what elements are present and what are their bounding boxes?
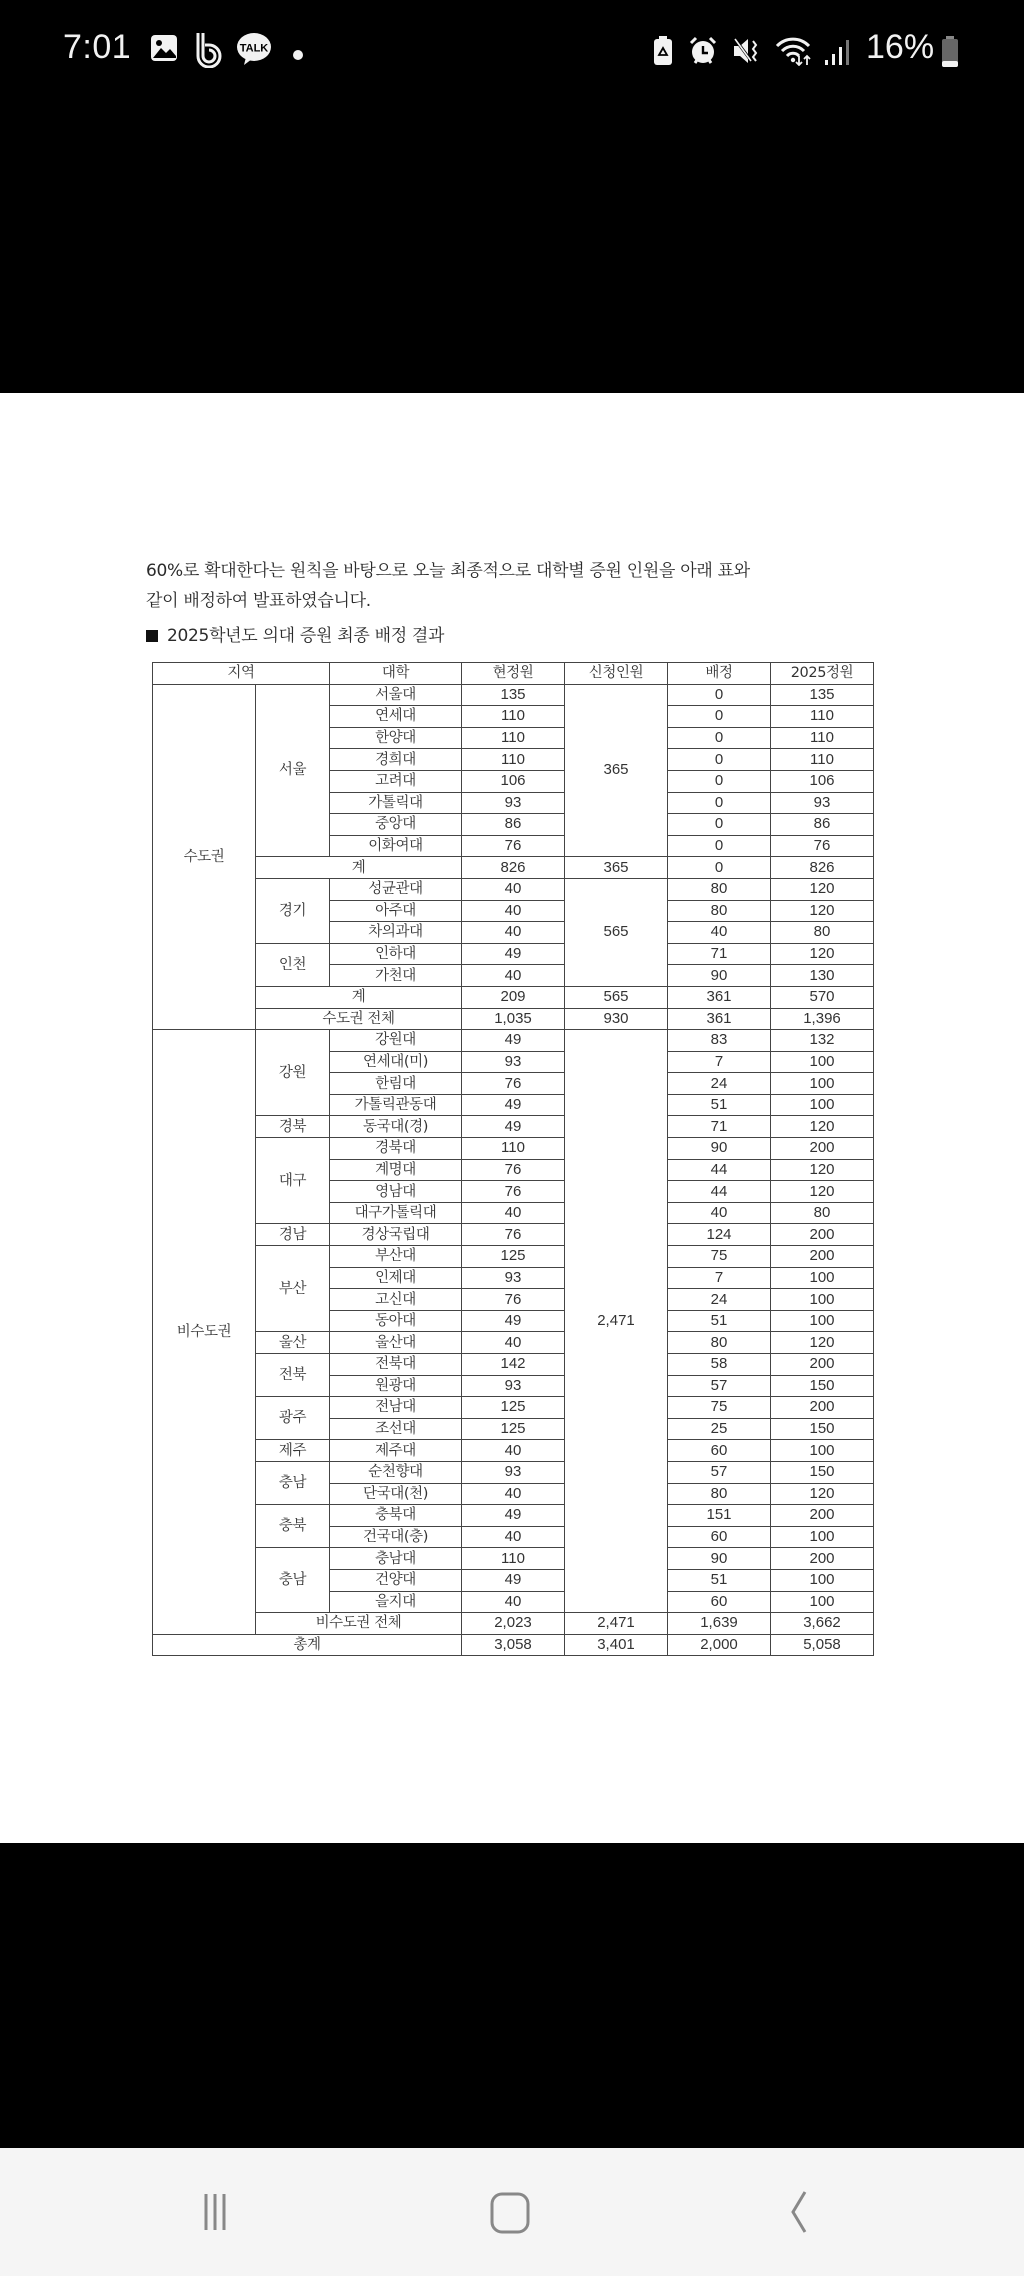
cell-allocated: 60 [668,1440,771,1462]
cell-quota-2025: 200 [771,1246,874,1268]
cell-area-metro: 수도권 [153,684,256,1030]
cell-university: 연세대 [330,706,462,728]
cell-current: 76 [462,1289,565,1311]
cell-current: 209 [462,986,565,1008]
cell-quota-2025: 100 [771,1051,874,1073]
header-quota-2025: 2025정원 [771,663,874,685]
table-row [153,943,874,965]
cell-quota-2025: 3,662 [771,1613,874,1635]
cell-current: 110 [462,749,565,771]
table-row [153,1440,874,1462]
cell-current: 40 [462,922,565,944]
cell-university: 전남대 [330,1397,462,1419]
battery-saver-icon [653,36,673,70]
cell-allocated: 71 [668,943,771,965]
cell-allocated: 80 [668,878,771,900]
cell-current: 2,023 [462,1613,565,1635]
cell-university: 건양대 [330,1569,462,1591]
cell-current: 49 [462,1310,565,1332]
cell-allocated: 7 [668,1051,771,1073]
cell-quota-2025: 120 [771,1332,874,1354]
cell-university: 동아대 [330,1310,462,1332]
cell-grand-total-label: 총계 [153,1634,462,1656]
cell-university: 건국대(충) [330,1526,462,1548]
cell-region: 충북 [256,1505,330,1548]
intro-line-1: 60%로 확대한다는 원칙을 바탕으로 오늘 최종적으로 대학별 증원 인원을 아래 표와 [146,561,750,581]
header-current: 현정원 [462,663,565,685]
cell-current: 76 [462,1159,565,1181]
table-row [153,986,874,1008]
cell-allocated: 75 [668,1397,771,1419]
cell-requested: 565 [565,986,668,1008]
table-row [153,1224,874,1246]
cell-quota-2025: 110 [771,749,874,771]
cell-region: 강원 [256,1030,330,1116]
cell-current: 125 [462,1246,565,1268]
cell-university: 경희대 [330,749,462,771]
cell-allocated: 0 [668,684,771,706]
cell-quota-2025: 132 [771,1030,874,1052]
cell-quota-2025: 106 [771,770,874,792]
cell-university: 충남대 [330,1548,462,1570]
navigation-bar [0,2148,1024,2276]
cell-allocated: 151 [668,1505,771,1527]
cell-university: 중앙대 [330,814,462,836]
cell-quota-2025: 110 [771,727,874,749]
cell-university: 서울대 [330,684,462,706]
cell-current: 1,035 [462,1008,565,1030]
cell-current: 110 [462,1138,565,1160]
alarm-icon [688,36,718,70]
cell-requested-seoul: 365 [565,684,668,857]
cell-allocated: 44 [668,1159,771,1181]
table-row [153,857,874,879]
cell-region-seoul: 서울 [256,684,330,857]
square-bullet-icon [146,630,158,642]
cell-allocated: 0 [668,857,771,879]
kakaotalk-icon [236,32,272,70]
cell-allocated: 40 [668,922,771,944]
cell-current: 40 [462,1526,565,1548]
cell-university: 전북대 [330,1354,462,1376]
battery-percent: 16% [866,28,935,66]
band-app-icon [193,30,223,72]
cell-allocated: 90 [668,965,771,987]
home-icon [484,2190,544,2234]
cell-university: 가톨릭대 [330,792,462,814]
table-row [153,684,874,706]
cell-university: 경북대 [330,1138,462,1160]
cell-allocated: 57 [668,1461,771,1483]
cell-current: 49 [462,1116,565,1138]
cell-current: 40 [462,1483,565,1505]
cell-allocated: 361 [668,986,771,1008]
cell-quota-2025: 200 [771,1397,874,1419]
cell-university: 인하대 [330,943,462,965]
cell-current: 110 [462,727,565,749]
wifi-icon [775,36,817,70]
cell-current: 135 [462,684,565,706]
cell-allocated: 24 [668,1289,771,1311]
cell-quota-2025: 86 [771,814,874,836]
cell-current: 40 [462,1202,565,1224]
cell-region-gyeonggi: 경기 [256,878,330,943]
cell-university: 계명대 [330,1159,462,1181]
cell-region: 제주 [256,1440,330,1462]
cell-quota-2025: 80 [771,922,874,944]
cell-university: 가천대 [330,965,462,987]
header-requested: 신청인원 [565,663,668,685]
allocation-table [152,662,874,1656]
cell-current: 40 [462,900,565,922]
cell-allocated: 0 [668,814,771,836]
status-bar [0,0,1024,100]
cell-region: 울산 [256,1332,330,1354]
kakaotalk-label: TALK [239,42,269,55]
cell-metro-total-label: 수도권 전체 [256,1008,462,1030]
back-icon [775,2190,835,2234]
cell-allocated: 0 [668,835,771,857]
table-row [153,1505,874,1527]
cell-quota-2025: 120 [771,900,874,922]
cell-area-nonmetro: 비수도권 [153,1030,256,1635]
cell-current: 93 [462,1375,565,1397]
cell-current: 106 [462,770,565,792]
table-body [153,684,874,1656]
back-button[interactable] [775,2190,835,2234]
table-header-row [153,663,874,685]
cell-allocated: 0 [668,749,771,771]
cell-university: 부산대 [330,1246,462,1268]
cell-quota-2025: 1,396 [771,1008,874,1030]
cell-quota-2025: 120 [771,878,874,900]
cell-requested: 3,401 [565,1634,668,1656]
recent-apps-button[interactable] [193,2190,253,2234]
cell-quota-2025: 120 [771,1116,874,1138]
cell-current: 93 [462,792,565,814]
cell-quota-2025: 120 [771,943,874,965]
gallery-icon [150,34,178,66]
cell-quota-2025: 135 [771,684,874,706]
cell-quota-2025: 100 [771,1526,874,1548]
cell-quota-2025: 826 [771,857,874,879]
table-row [153,1246,874,1268]
cell-current: 49 [462,1030,565,1052]
document-image [0,393,1024,1843]
cell-university: 아주대 [330,900,462,922]
home-button[interactable] [484,2190,544,2234]
cell-quota-2025: 150 [771,1418,874,1440]
cell-nonmetro-total-label: 비수도권 전체 [256,1613,462,1635]
cell-allocated: 0 [668,792,771,814]
cell-allocated: 40 [668,1202,771,1224]
cell-allocated: 124 [668,1224,771,1246]
cell-allocated: 25 [668,1418,771,1440]
cell-current: 93 [462,1461,565,1483]
cell-allocated: 0 [668,770,771,792]
cell-current: 49 [462,943,565,965]
cell-current: 125 [462,1418,565,1440]
cell-quota-2025: 93 [771,792,874,814]
header-region: 지역 [153,663,330,685]
cell-current: 86 [462,814,565,836]
cell-allocated: 57 [668,1375,771,1397]
cell-quota-2025: 76 [771,835,874,857]
cell-requested: 2,471 [565,1613,668,1635]
cell-university: 한양대 [330,727,462,749]
cell-quota-2025: 200 [771,1224,874,1246]
cell-allocated: 7 [668,1267,771,1289]
cell-quota-2025: 120 [771,1483,874,1505]
cell-quota-2025: 100 [771,1094,874,1116]
cell-quota-2025: 200 [771,1548,874,1570]
cell-quota-2025: 100 [771,1267,874,1289]
cell-current: 76 [462,1181,565,1203]
cell-university: 고려대 [330,770,462,792]
mute-icon [732,36,760,70]
intro-paragraph [146,556,906,616]
table-row [153,878,874,900]
cell-current: 110 [462,1548,565,1570]
cell-subtotal-label: 계 [256,986,462,1008]
cell-quota-2025: 100 [771,1569,874,1591]
cell-region: 광주 [256,1397,330,1440]
cell-quota-2025: 200 [771,1138,874,1160]
cell-university: 인제대 [330,1267,462,1289]
cell-requested: 930 [565,1008,668,1030]
cell-university: 동국대(경) [330,1116,462,1138]
cell-quota-2025: 200 [771,1354,874,1376]
cell-region: 전북 [256,1354,330,1397]
header-university: 대학 [330,663,462,685]
cell-university: 영남대 [330,1181,462,1203]
cell-university: 울산대 [330,1332,462,1354]
cell-university: 한림대 [330,1073,462,1095]
cell-allocated: 60 [668,1526,771,1548]
cell-allocated: 51 [668,1310,771,1332]
battery-icon [941,36,959,72]
cell-current: 49 [462,1569,565,1591]
table-row [153,1548,874,1570]
cell-university: 원광대 [330,1375,462,1397]
signal-icon [824,40,850,70]
cell-allocated: 90 [668,1138,771,1160]
cell-quota-2025: 150 [771,1461,874,1483]
table-row [153,1461,874,1483]
cell-university: 강원대 [330,1030,462,1052]
cell-university: 단국대(천) [330,1483,462,1505]
cell-current: 93 [462,1267,565,1289]
cell-allocated: 2,000 [668,1634,771,1656]
cell-allocated: 90 [668,1548,771,1570]
cell-quota-2025: 570 [771,986,874,1008]
cell-university: 제주대 [330,1440,462,1462]
cell-university: 경상국립대 [330,1224,462,1246]
cell-subtotal-label: 계 [256,857,462,879]
cell-region: 경북 [256,1116,330,1138]
cell-quota-2025: 100 [771,1440,874,1462]
cell-allocated: 0 [668,727,771,749]
cell-university: 을지대 [330,1591,462,1613]
cell-allocated: 83 [668,1030,771,1052]
table-heading [146,621,444,646]
cell-university: 순천향대 [330,1461,462,1483]
cell-current: 40 [462,1591,565,1613]
cell-current: 49 [462,1094,565,1116]
cell-university: 연세대(미) [330,1051,462,1073]
table-row [153,1030,874,1052]
cell-requested: 365 [565,857,668,879]
cell-university: 성균관대 [330,878,462,900]
cell-requested-nonmetro: 2,471 [565,1030,668,1613]
cell-current: 76 [462,1073,565,1095]
cell-region: 경남 [256,1224,330,1246]
cell-current: 93 [462,1051,565,1073]
cell-current: 76 [462,1224,565,1246]
cell-allocated: 71 [668,1116,771,1138]
cell-current: 142 [462,1354,565,1376]
table-row [153,1354,874,1376]
cell-quota-2025: 80 [771,1202,874,1224]
cell-allocated: 0 [668,706,771,728]
cell-quota-2025: 100 [771,1310,874,1332]
cell-allocated: 44 [668,1181,771,1203]
cell-current: 826 [462,857,565,879]
cell-current: 125 [462,1397,565,1419]
cell-region: 충남 [256,1548,330,1613]
cell-current: 110 [462,706,565,728]
cell-region: 충남 [256,1461,330,1504]
cell-allocated: 80 [668,1332,771,1354]
table-row [153,1116,874,1138]
cell-requested-gyeonggi-incheon: 565 [565,878,668,986]
notification-dot-icon [292,46,304,65]
cell-allocated: 80 [668,1483,771,1505]
cell-quota-2025: 130 [771,965,874,987]
cell-region: 부산 [256,1246,330,1332]
cell-current: 40 [462,878,565,900]
recent-apps-icon [193,2190,253,2234]
cell-region-incheon: 인천 [256,943,330,986]
cell-current: 40 [462,965,565,987]
table-row [153,1634,874,1656]
cell-current: 40 [462,1332,565,1354]
header-allocated: 배정 [668,663,771,685]
cell-quota-2025: 150 [771,1375,874,1397]
table-row [153,1613,874,1635]
cell-allocated: 361 [668,1008,771,1030]
cell-university: 조선대 [330,1418,462,1440]
cell-current: 3,058 [462,1634,565,1656]
cell-allocated: 75 [668,1246,771,1268]
cell-allocated: 1,639 [668,1613,771,1635]
cell-allocated: 60 [668,1591,771,1613]
cell-university: 충북대 [330,1505,462,1527]
cell-current: 76 [462,835,565,857]
cell-quota-2025: 110 [771,706,874,728]
cell-quota-2025: 5,058 [771,1634,874,1656]
cell-university: 고신대 [330,1289,462,1311]
table-row [153,1397,874,1419]
cell-current: 40 [462,1440,565,1462]
cell-quota-2025: 120 [771,1159,874,1181]
intro-line-2: 같이 배정하여 발표하였습니다. [146,591,371,611]
cell-quota-2025: 100 [771,1289,874,1311]
table-row [153,1008,874,1030]
cell-allocated: 80 [668,900,771,922]
cell-current: 49 [462,1505,565,1527]
status-time: 7:01 [63,28,132,66]
table-row [153,1138,874,1160]
cell-quota-2025: 100 [771,1591,874,1613]
cell-quota-2025: 200 [771,1505,874,1527]
cell-university: 차의과대 [330,922,462,944]
cell-allocated: 51 [668,1094,771,1116]
cell-university: 이화여대 [330,835,462,857]
cell-university: 대구가톨릭대 [330,1202,462,1224]
cell-quota-2025: 100 [771,1073,874,1095]
table-heading-text: 2025학년도 의대 증원 최종 배정 결과 [167,626,445,646]
cell-region: 대구 [256,1138,330,1224]
cell-allocated: 24 [668,1073,771,1095]
table-row [153,1332,874,1354]
cell-allocated: 58 [668,1354,771,1376]
cell-quota-2025: 120 [771,1181,874,1203]
cell-university: 가톨릭관동대 [330,1094,462,1116]
cell-allocated: 51 [668,1569,771,1591]
